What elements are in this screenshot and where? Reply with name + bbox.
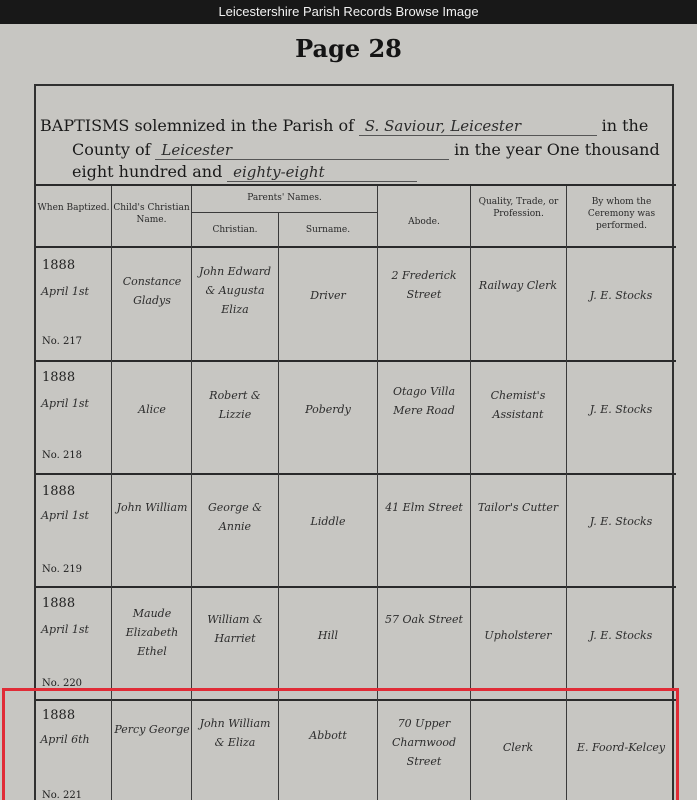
viewer-title: Leicestershire Parish Records Browse Image [0,0,697,24]
row-divider [36,586,676,588]
entry-officiant: J. E. Stocks [589,403,653,416]
entry-parents-christian: George & Annie [207,501,263,533]
entry-child-name: Maude Elizabeth Ethel [125,607,179,658]
entry-number: No. 217 [42,336,83,347]
row-divider [36,473,676,475]
entry-year: 1888 [42,708,76,723]
row-divider [36,360,676,362]
entry-child-name: Percy George [114,723,190,736]
entry-quality: Upholsterer [484,629,552,642]
entry-surname: Abbott [309,729,347,742]
register-page-image [0,24,697,800]
year-written: eighty-eight [227,163,417,182]
entry-parents-christian: William & Harriet [207,613,263,645]
entry-surname: Hill [317,629,339,642]
entry-date: April 1st [41,285,89,298]
entry-number: No. 218 [42,450,83,461]
entry-parents-christian: John William & Eliza [199,717,271,749]
entry-quality: Railway Clerk [478,279,558,292]
entry-number: No. 220 [42,678,83,689]
parish-name: S. Saviour, Leicester [359,117,597,136]
entry-child-name: Constance Gladys [122,275,182,307]
entry-abode: 41 Elm Street [385,501,463,514]
entry-year: 1888 [42,596,76,611]
colhead-parents: Parents' Names. [247,193,322,203]
entry-number: No. 221 [42,790,83,800]
entry-surname: Poberdy [305,403,351,416]
entry-quality: Tailor's Cutter [477,501,559,514]
entry-date: April 1st [41,509,89,522]
parents-sub-rule [191,212,377,213]
entry-quality: Clerk [502,741,534,754]
entry-officiant: J. E. Stocks [589,629,653,642]
entry-date: April 1st [41,397,89,410]
entry-surname: Driver [310,289,346,302]
header-prefix: BAPTISMS solemnized in the Parish of [40,116,355,135]
entry-year: 1888 [42,484,76,499]
entry-quality: Chemist's Assistant [490,389,546,421]
entry-officiant: E. Foord-Kelcey [576,741,666,754]
entry-abode: 70 Upper Charnwood Street [391,717,457,768]
entry-date: April 6th [40,733,90,746]
entry-officiant: J. E. Stocks [589,289,653,302]
highlight-box [2,688,679,800]
header-top-rule [36,184,676,186]
entry-officiant: J. E. Stocks [589,515,653,528]
colhead-christian: Christian. [212,225,258,235]
register-header-line-1 [40,116,648,136]
county-name: Leicester [155,141,449,160]
colhead-surname: Surname. [305,225,351,235]
header-bottom-rule [36,246,676,248]
entry-child-name: John William [116,501,188,514]
entry-child-name: Alice [138,403,166,416]
entry-date: April 1st [41,623,89,636]
entry-abode: 57 Oak Street [385,613,463,626]
register-header-line-3 [72,162,417,182]
colhead-child: Child's Christian Name. [113,203,190,225]
register-header-line-2 [72,140,660,160]
entry-year: 1888 [42,370,76,385]
entry-abode: Otago Villa Mere Road [392,385,456,417]
colhead-abode: Abode. [408,217,440,227]
entry-year: 1888 [42,258,76,273]
year-prefix: in the year One thousand [454,140,660,159]
entry-parents-christian: Robert & Lizzie [209,389,261,421]
entry-abode: 2 Frederick Street [391,269,457,301]
entry-parents-christian: John Edward & Augusta Eliza [198,265,272,316]
county-prefix: County of [72,140,151,159]
year-line: eight hundred and [72,162,223,181]
colhead-quality: Quality, Trade, or Profession. [478,197,559,219]
colhead-by-whom: By whom the Ceremony was performed. [587,197,656,231]
header-suffix: in the [601,116,649,135]
entry-surname: Liddle [310,515,346,528]
colhead-when: When Baptized. [37,203,110,213]
page-heading: Page 28 [295,34,402,63]
entry-number: No. 219 [42,564,83,575]
